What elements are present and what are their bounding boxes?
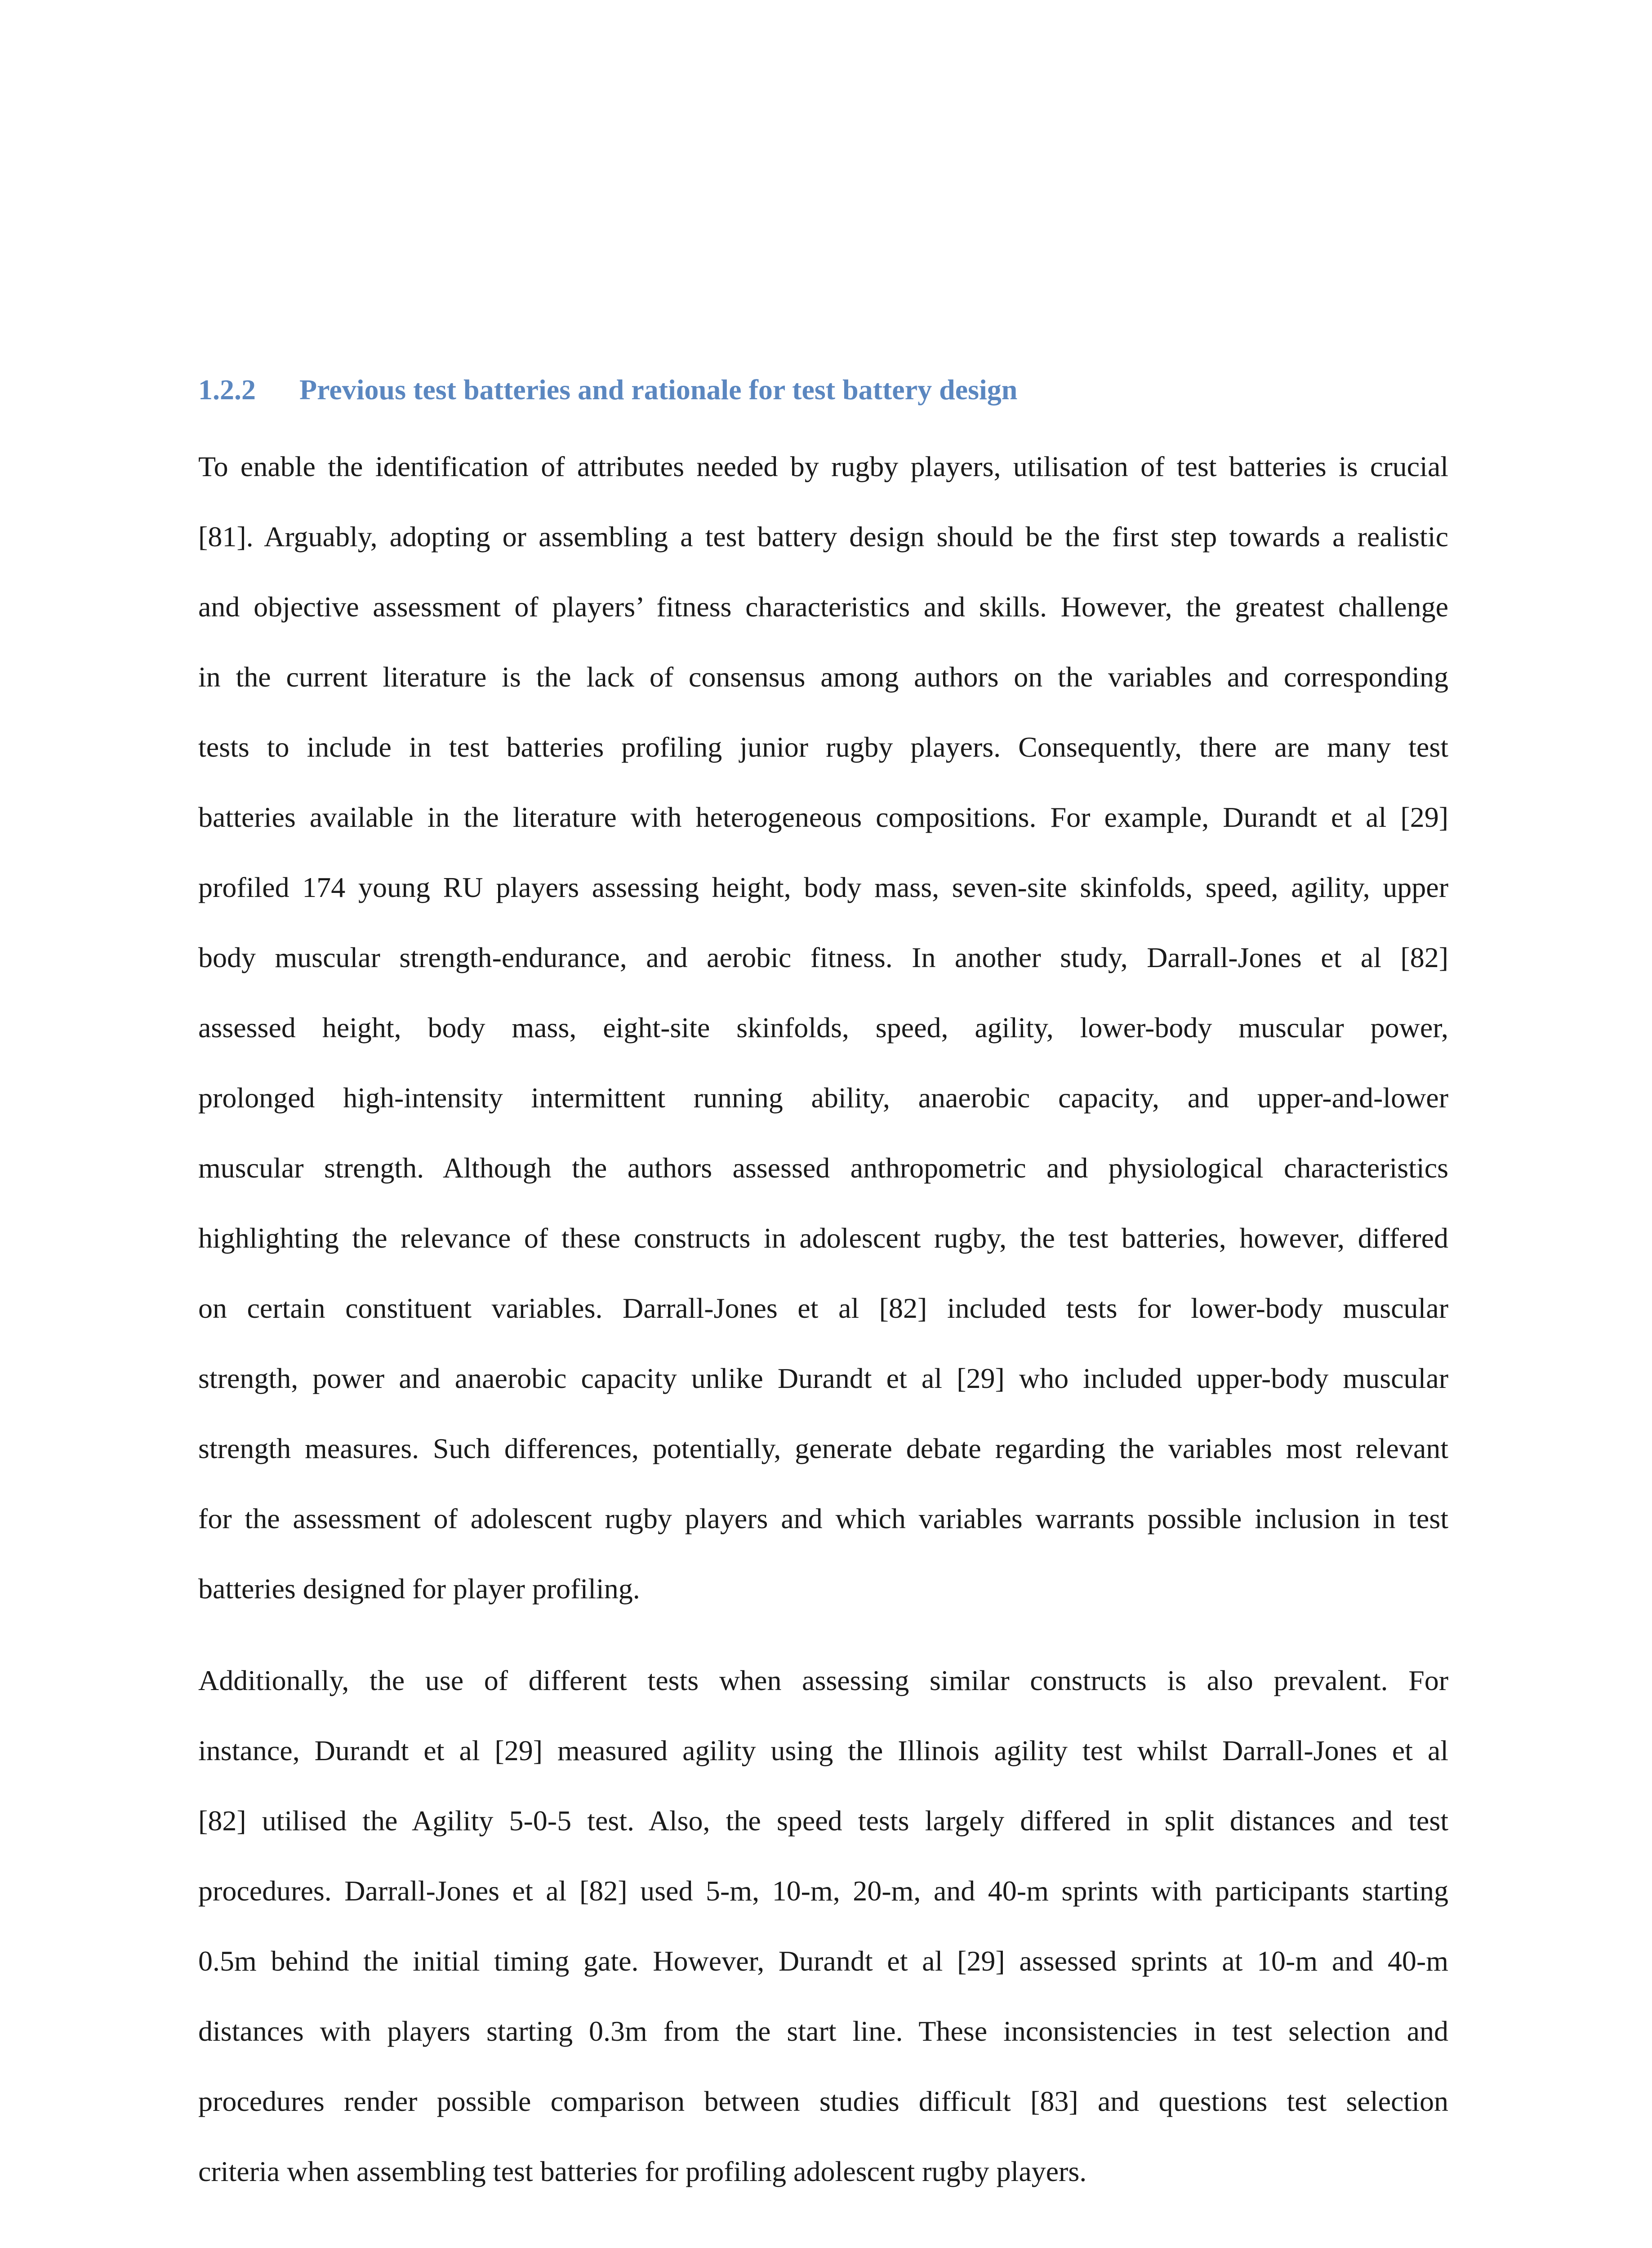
text-line: instance, Durandt et al [29] measured agility using the Illinois agility test whilst Darrall-Jones et al	[198, 1735, 1448, 1766]
section-heading	[198, 373, 1457, 406]
text-line: prolonged high-intensity intermittent running ability, anaerobic capacity, and upper-and-lower	[198, 1082, 1448, 1114]
text-line: profiled 174 young RU players assessing height, body mass, seven-site skinfolds, speed, agility, upper	[198, 871, 1448, 903]
text-line: and objective assessment of players’ fitness characteristics and skills. However, the greatest challenge	[198, 591, 1448, 623]
text-line: criteria when assembling test batteries for profiling adolescent rugby players.	[198, 2155, 1087, 2187]
text-line: body muscular strength-endurance, and aerobic fitness. In another study, Darrall-Jones et al [82]	[198, 941, 1448, 973]
text-line: [81]. Arguably, adopting or assembling a test battery design should be the first step towards a realistic	[198, 521, 1448, 553]
text-line: batteries available in the literature with heterogeneous compositions. For example, Durandt et al [29]	[198, 801, 1448, 833]
text-line: strength, power and anaerobic capacity unlike Durandt et al [29] who included upper-body muscular	[198, 1362, 1448, 1394]
text-line: muscular strength. Although the authors assessed anthropometric and physiological characteristics	[198, 1152, 1448, 1184]
text-line: procedures. Darrall-Jones et al [82] used 5-m, 10-m, 20-m, and 40-m sprints with participants starting	[198, 1875, 1448, 1907]
paragraph-2	[198, 1646, 1448, 2207]
text-line: Additionally, the use of different tests when assessing similar constructs is also prevalent. For	[198, 1664, 1448, 1696]
text-line: assessed height, body mass, eight-site skinfolds, speed, agility, lower-body muscular power,	[198, 1012, 1448, 1044]
text-line: 0.5m behind the initial timing gate. However, Durandt et al [29] assessed sprints at 10-m and 40-m	[198, 1945, 1448, 1977]
text-line: batteries designed for player profiling.	[198, 1573, 640, 1605]
section-title: Previous test batteries and rationale for test battery design	[299, 374, 1018, 406]
text-line: strength measures. Such differences, potentially, generate debate regarding the variables most relevant	[198, 1432, 1448, 1464]
text-line: distances with players starting 0.3m from the start line. These inconsistencies in test selection and	[198, 2015, 1448, 2047]
text-line: on certain constituent variables. Darrall-Jones et al [82] included tests for lower-body muscular	[198, 1292, 1448, 1324]
text-line: for the assessment of adolescent rugby players and which variables warrants possible inclusion in test	[198, 1503, 1448, 1534]
text-line: To enable the identification of attributes needed by rugby players, utilisation of test batteries is crucial	[198, 450, 1448, 482]
text-line: [82] utilised the Agility 5-0-5 test. Also, the speed tests largely differed in split distances and test	[198, 1805, 1448, 1837]
text-line: tests to include in test batteries profiling junior rugby players. Consequently, there are many test	[198, 731, 1448, 763]
paragraph-1	[198, 432, 1448, 1624]
text-line: in the current literature is the lack of consensus among authors on the variables and corresponding	[198, 661, 1448, 693]
text-line: procedures render possible comparison between studies difficult [83] and questions test selection	[198, 2085, 1448, 2117]
text-line: highlighting the relevance of these constructs in adolescent rugby, the test batteries, however, differed	[198, 1222, 1448, 1254]
section-number: 1.2.2	[198, 374, 256, 406]
